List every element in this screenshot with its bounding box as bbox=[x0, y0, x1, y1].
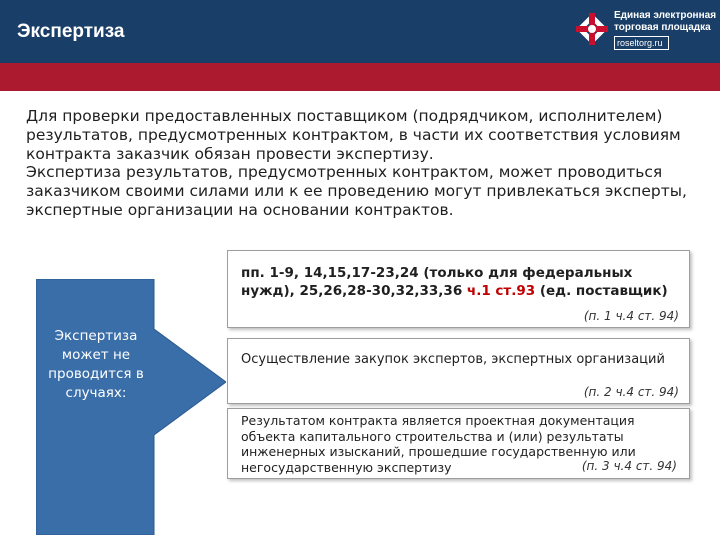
arrow-shape bbox=[36, 279, 226, 535]
header-bar bbox=[0, 0, 720, 63]
case-3-text: Результатом контракта является проектная документация объекта капитального строительства и (или) результаты инженерных изысканий, прошедшие государственную или негосударственную экспертизу bbox=[241, 413, 636, 475]
case-1-highlight: ч.1 ст.93 bbox=[466, 283, 536, 299]
paragraph-2: Экспертиза результатов, предусмотренных контрактом, может проводиться заказчиком своими силами или к ее проведению могут привлекаться эксперты, экспертные организации на основании контрактов. bbox=[26, 163, 687, 219]
case-2-text: Осуществление закупок экспертов, экспертных организаций bbox=[241, 352, 665, 367]
case-1-reference: (п. 1 ч.4 ст. 94) bbox=[583, 309, 679, 323]
roseltorg-logo[interactable] bbox=[574, 7, 717, 55]
paragraph-1: Для проверки предоставленных поставщиком (подрядчиком, исполнителем) результатов, предусмотренных контрактом, в части их соответствия условиям контракта заказчик обязан провести экспертизу. bbox=[26, 107, 681, 163]
arrow-label: Экспертиза может не проводится в случаях: bbox=[48, 328, 144, 401]
case-3-reference: (п. 3 ч.4 ст. 94) bbox=[581, 459, 677, 473]
case-box-1 bbox=[227, 250, 690, 328]
logo-text-line2: торговая площадка bbox=[614, 22, 711, 33]
case-1-text-part2: (ед. поставщик) bbox=[535, 283, 668, 299]
case-box-3 bbox=[227, 408, 690, 479]
logo-url: roseltorg.ru bbox=[614, 36, 669, 50]
case-2-reference: (п. 2 ч.4 ст. 94) bbox=[583, 385, 679, 399]
page-title: Экспертиза bbox=[17, 21, 125, 42]
case-1-text bbox=[241, 264, 686, 300]
body-text bbox=[26, 107, 710, 220]
case-1-text-part1: пп. 1-9, 14,15,17-23,24 (только для федеральных нужд), 25,26,28-30,32,33,36 bbox=[241, 265, 633, 299]
logo-text-line1: Единая электронная bbox=[614, 10, 717, 21]
roseltorg-logo-icon bbox=[574, 11, 610, 47]
case-box-2 bbox=[227, 338, 690, 404]
accent-band bbox=[0, 63, 720, 91]
